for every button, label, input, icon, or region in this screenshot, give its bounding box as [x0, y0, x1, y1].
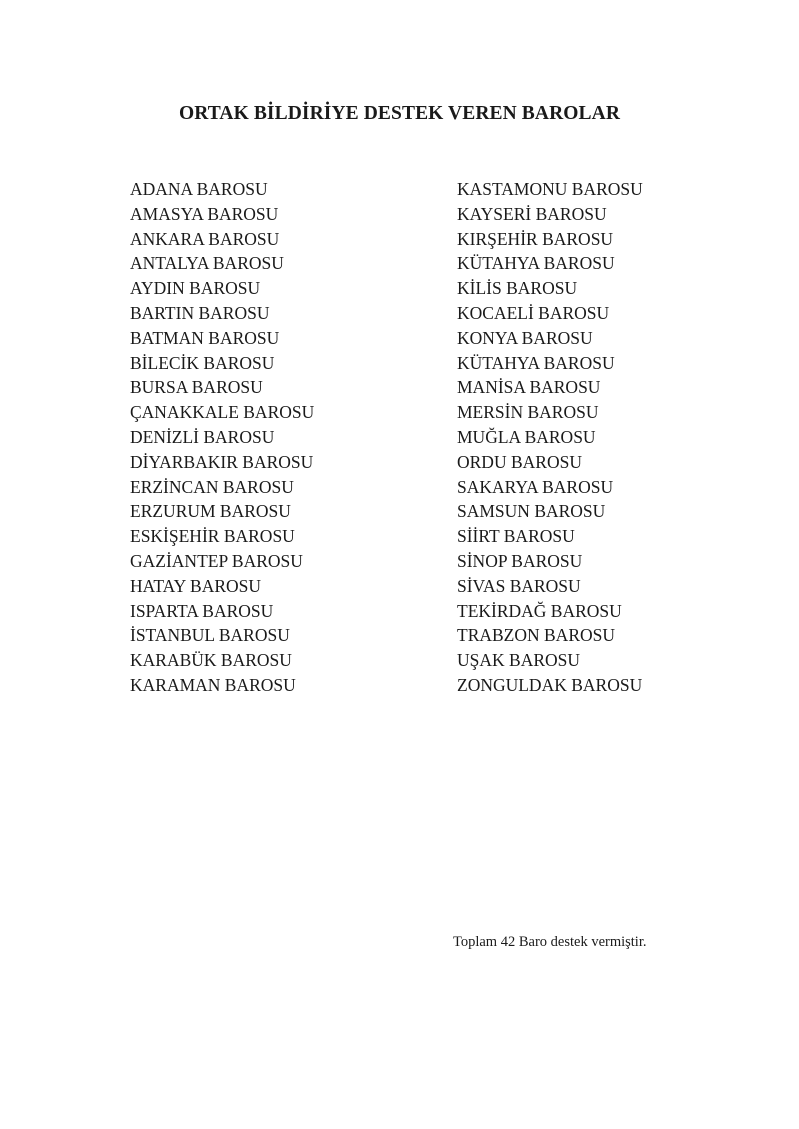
list-item: GAZİANTEP BAROSU — [130, 550, 303, 571]
list-item: SİİRT BAROSU — [457, 526, 575, 547]
list-item: TEKİRDAĞ BAROSU — [457, 600, 622, 621]
list-item: MERSİN BAROSU — [457, 402, 599, 423]
list-item: KOCAELİ BAROSU — [457, 302, 610, 323]
list-item: ESKİŞEHİR BAROSU — [130, 526, 295, 547]
list-item: KARABÜK BAROSU — [130, 650, 292, 671]
list-item: AYDIN BAROSU — [130, 278, 261, 299]
list-item: KÜTAHYA BAROSU — [457, 253, 615, 274]
list-item: UŞAK BAROSU — [457, 650, 581, 671]
list-item: BARTIN BAROSU — [130, 302, 270, 323]
list-item: ZONGULDAK BAROSU — [457, 674, 643, 695]
list-item: DENİZLİ BAROSU — [130, 426, 275, 447]
list-item: SİNOP BAROSU — [457, 550, 583, 571]
list-item: İSTANBUL BAROSU — [130, 625, 290, 646]
list-item: SAMSUN BAROSU — [457, 501, 606, 522]
list-item: ISPARTA BAROSU — [130, 600, 274, 621]
list-item: ANKARA BAROSU — [130, 228, 280, 249]
list-item: AMASYA BAROSU — [130, 203, 279, 224]
list-item: BATMAN BAROSU — [130, 327, 280, 348]
list-item: KİLİS BAROSU — [457, 278, 578, 299]
list-item: KONYA BAROSU — [457, 327, 593, 348]
list-item: ÇANAKKALE BAROSU — [130, 402, 315, 423]
list-item: MANİSA BAROSU — [457, 377, 601, 398]
list-item: KÜTAHYA BAROSU — [457, 352, 615, 373]
list-item: SAKARYA BAROSU — [457, 476, 614, 497]
list-item: ERZURUM BAROSU — [130, 501, 291, 522]
list-item: KAYSERİ BAROSU — [457, 203, 607, 224]
list-item: MUĞLA BAROSU — [457, 426, 596, 447]
total-note: Toplam 42 Baro destek vermiştir. — [453, 934, 647, 950]
list-item: KARAMAN BAROSU — [130, 674, 296, 695]
list-item: ERZİNCAN BAROSU — [130, 476, 294, 497]
list-item: ANTALYA BAROSU — [130, 253, 284, 274]
list-item: SİVAS BAROSU — [457, 575, 581, 596]
list-item: BİLECİK BAROSU — [130, 352, 275, 373]
list-item: ADANA BAROSU — [130, 179, 268, 199]
list-item: DİYARBAKIR BAROSU — [130, 451, 314, 472]
bar-list-left — [130, 177, 314, 698]
bar-list-right — [457, 177, 643, 698]
list-item: TRABZON BAROSU — [457, 625, 616, 646]
list-item: ORDU BAROSU — [457, 451, 582, 472]
list-item: BURSA BAROSU — [130, 377, 263, 398]
page-title: ORTAK BİLDİRİYE DESTEK VEREN BAROLAR — [178, 103, 621, 124]
list-item: HATAY BAROSU — [130, 575, 262, 596]
list-item: KIRŞEHİR BAROSU — [457, 228, 614, 249]
list-item: KASTAMONU BAROSU — [457, 179, 643, 199]
